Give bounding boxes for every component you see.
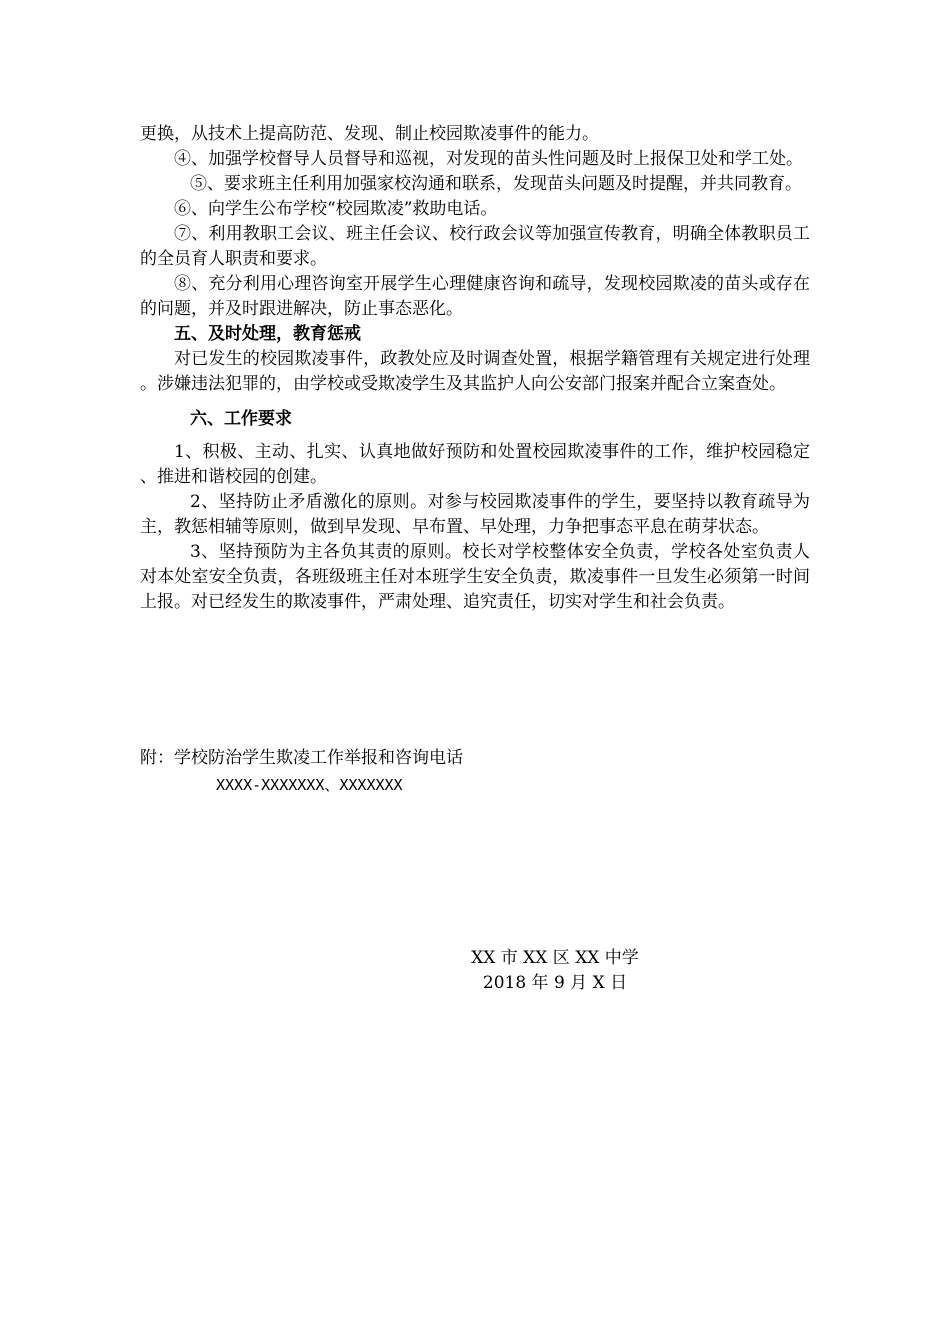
signature-organization: XX 市 XX 区 XX 中学 <box>471 948 639 968</box>
appendix-label: 附：学校防治学生欺凌工作举报和咨询电话 <box>140 748 463 768</box>
paragraph-item-7: ⑦、利用教职工会议、班主任会议、校行政会议等加强宣传教育，明确全体教职员工的全员育人职责和要求。 <box>140 224 810 269</box>
section-heading-6: 六、工作要求 <box>190 409 292 429</box>
paragraph-requirement-2: 2、坚持防止矛盾激化的原则。对参与校园欺凌事件的学生，要坚持以教育疏导为主，教惩相辅等原则，做到早发现、早布置、早处理，力争把事态平息在萌芽状态。 <box>140 492 810 537</box>
appendix-phone-numbers: XXXX-XXXXXXX、XXXXXXX <box>216 776 403 794</box>
paragraph-handling: 对已发生的校园欺凌事件，政教处应及时调查处置，根据学籍管理有关规定进行处理。涉嫌违法犯罪的，由学校或受欺凌学生及其监护人向公安部门报案并配合立案查处。 <box>140 349 810 394</box>
paragraph-item-5: ⑤、要求班主任利用加强家校沟通和联系，发现苗头问题及时提醒，并共同教育。 <box>190 174 802 194</box>
signature-date: 2018 年 9 月 X 日 <box>482 973 628 993</box>
signature-block <box>470 946 640 996</box>
section-heading-5: 五、及时处理，教育惩戒 <box>174 324 361 344</box>
paragraph-equipment-update: 更换，从技术上提高防范、发现、制止校园欺凌事件的能力。 <box>140 124 599 144</box>
paragraph-item-8: ⑧、充分利用心理咨询室开展学生心理健康咨询和疏导，发现校园欺凌的苗头或存在的问题，并及时跟进解决，防止事态恶化。 <box>140 274 810 319</box>
paragraph-item-6: ⑥、向学生公布学校“校园欺凌”救助电话。 <box>174 199 498 219</box>
paragraph-requirement-3: 3、坚持预防为主各负其责的原则。校长对学校整体安全负责，学校各处室负责人对本处室安全负责，各班级班主任对本班学生安全负责，欺凌事件一旦发生必须第一时间上报。对已经发生的欺凌事件，严肃处理、追究责任，切实对学生和社会负责。 <box>140 542 810 612</box>
document-body <box>140 122 810 615</box>
paragraph-requirement-1: 1、积极、主动、扎实、认真地做好预防和处置校园欺凌事件的工作，维护校园稳定、推进和谐校园的创建。 <box>140 442 810 487</box>
paragraph-item-4: ④、加强学校督导人员督导和巡视，对发现的苗头性问题及时上报保卫处和学工处。 <box>174 149 803 169</box>
